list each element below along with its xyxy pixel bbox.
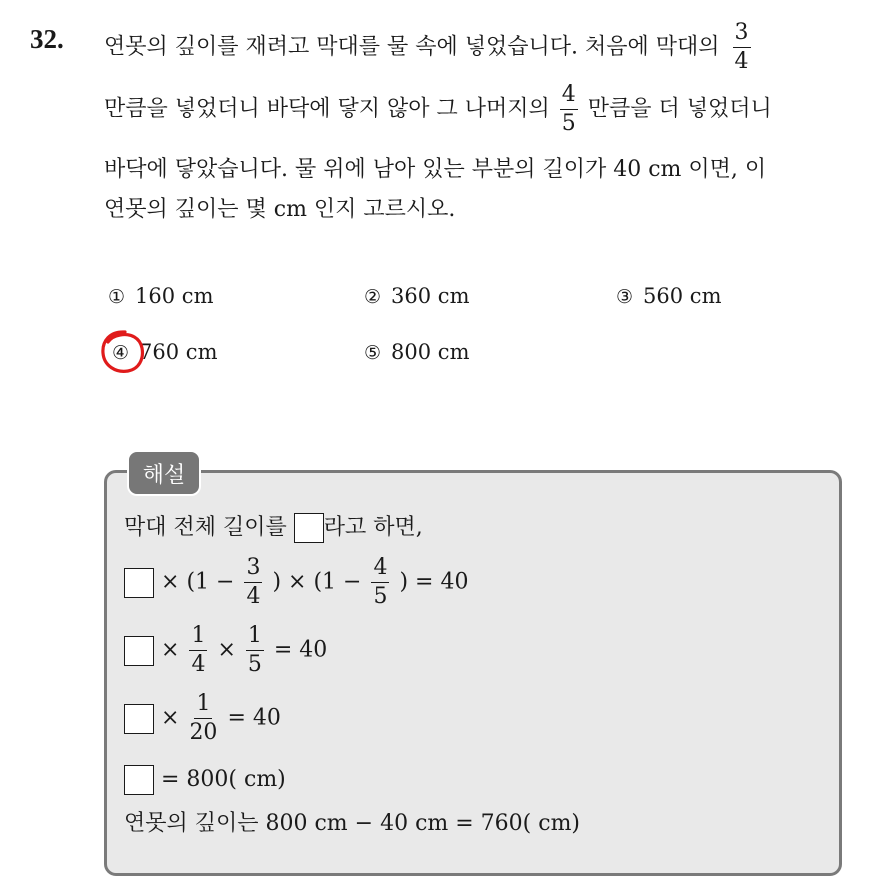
equation-3: × $\frac{1}{20}$ = 40 [124, 693, 281, 744]
question-line-3: 바닥에 닿았습니다. 물 위에 남아 있는 부분의 길이가 40 cm 이면, 이 [104, 157, 767, 182]
fraction: $\frac{1}{20}$ [189, 691, 218, 745]
choice-4[interactable]: ④ 760 cm [112, 340, 218, 364]
fraction-three-quarters: $\frac{3}{4}$ [734, 20, 749, 74]
unknown-box [124, 704, 154, 734]
unknown-box [124, 765, 154, 795]
fraction-four-fifths: $\frac{4}{5}$ [561, 82, 576, 136]
solution-line-1: 막대 전체 길이를 라고 하면, [124, 510, 423, 543]
solution-conclusion: 연못의 깊이는 800 cm − 40 cm = 760( cm) [124, 811, 581, 836]
question-text: 만큼을 더 넣었더니 [587, 96, 772, 122]
fraction: $\frac{4}{5}$ [373, 555, 388, 609]
equation-1: × (1 − $\frac{3}{4}$ ) × (1 − $\frac{4}{5}$ ) = 40 [124, 557, 468, 608]
question-line-2 [104, 84, 772, 135]
question-line-1 [104, 22, 754, 73]
fraction: $\frac{1}{5}$ [247, 623, 262, 677]
question-number: 32. [30, 24, 64, 54]
solution-tag: 해설 [127, 450, 201, 496]
equation-4: = 800( cm) [124, 765, 286, 795]
question-line-4: 연못의 깊이는 몇 cm 인지 고르시오. [104, 197, 456, 222]
choice-3[interactable]: ③ 560 cm [616, 284, 722, 308]
fraction: $\frac{3}{4}$ [246, 555, 261, 609]
question-text: 만큼을 넣었더니 바닥에 닿지 않아 그 나머지의 [104, 96, 550, 122]
choice-2[interactable]: ② 360 cm [364, 284, 470, 308]
question-text: 연못의 깊이를 재려고 막대를 물 속에 넣었습니다. 처음에 막대의 [104, 34, 720, 60]
answer-circle-mark [98, 327, 148, 377]
fraction: $\frac{1}{4}$ [191, 623, 206, 677]
unknown-box [124, 568, 154, 598]
unknown-box [124, 636, 154, 666]
choice-5[interactable]: ⑤ 800 cm [364, 340, 470, 364]
equation-2: × $\frac{1}{4}$ × $\frac{1}{5}$ = 40 [124, 625, 327, 676]
unknown-box [294, 513, 324, 543]
choice-1[interactable]: ① 160 cm [108, 284, 214, 308]
